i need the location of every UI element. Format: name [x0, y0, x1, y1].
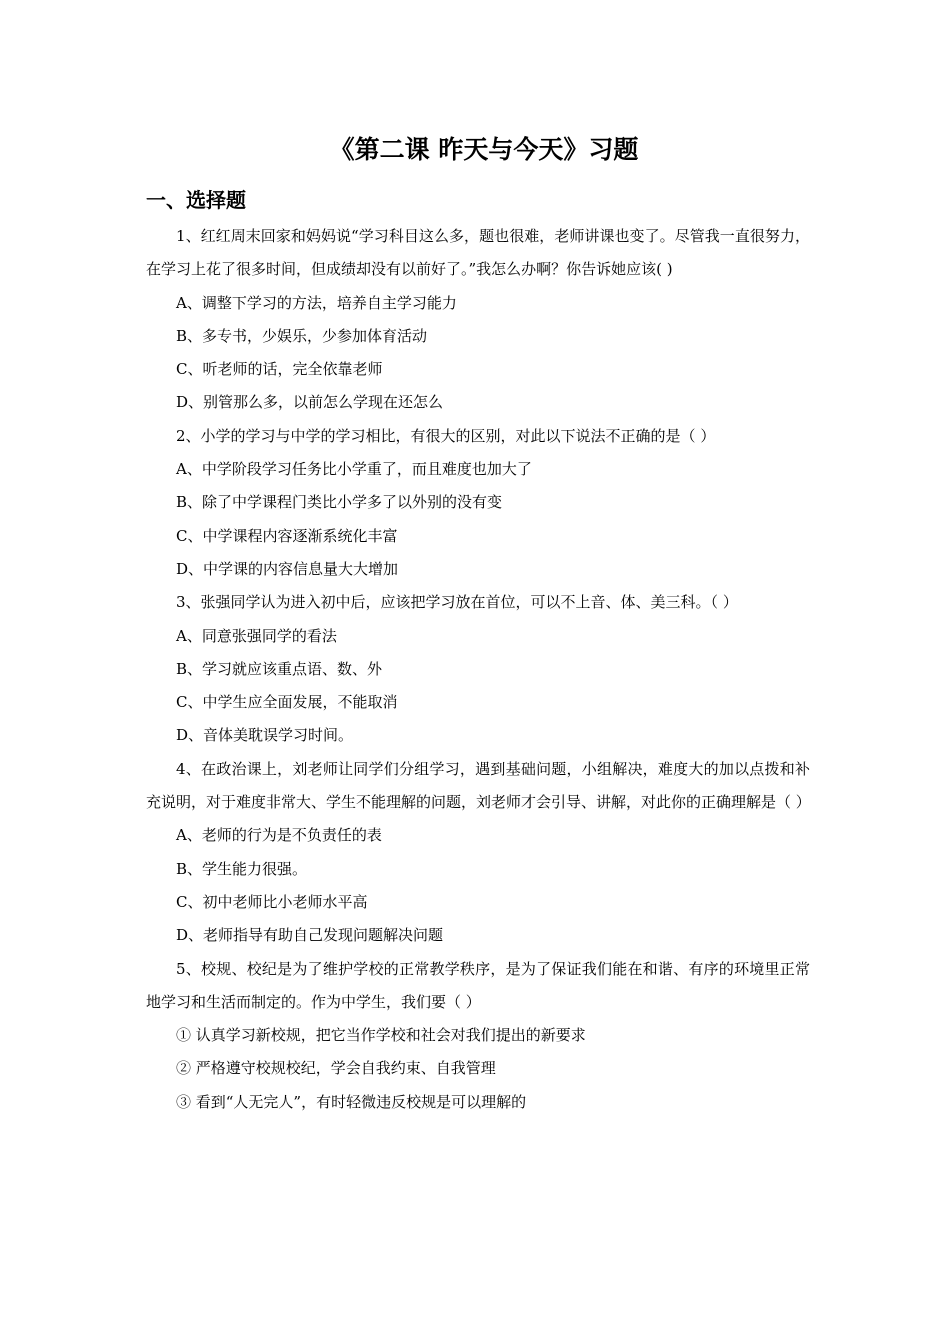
option-a: A、中学阶段学习任务比小学重了，而且难度也加大了 — [176, 460, 532, 479]
option-c: C、初中老师比小老师水平高 — [176, 892, 368, 911]
question-5 — [146, 953, 810, 1119]
question-stem: 1、红红周末回家和妈妈说“学习科目这么多，题也很难，老师讲课也变了。尽管我一直很努力，在学习上花了很多时间，但成绩却没有以前好了。”我怎么办啊？你告诉她应该( ) — [146, 227, 810, 279]
option-c: C、中学课程内容逐渐系统化丰富 — [176, 526, 398, 545]
question-stem: 5、校规、校纪是为了维护学校的正常教学秩序，是为了保证我们能在和谐、有序的环境里正常地学习和生活而制定的。作为中学生，我们要（ ） — [146, 959, 810, 1011]
option-a: A、同意张强同学的看法 — [176, 626, 337, 645]
question-4 — [146, 753, 810, 953]
option-3: ③ 看到“人无完人”，有时轻微违反校规是可以理解的 — [176, 1092, 527, 1111]
option-c: C、听老师的话，完全依靠老师 — [176, 360, 383, 379]
option-d: D、音体美耽误学习时间。 — [176, 726, 354, 745]
question-2 — [146, 420, 810, 586]
option-d: D、中学课的内容信息量大大增加 — [176, 559, 399, 578]
document-page — [146, 130, 810, 1119]
option-b: B、多专书，少娱乐，少参加体育活动 — [176, 326, 428, 345]
document-title: 《第二课 昨天与今天》习题 — [329, 135, 639, 164]
option-c: C、中学生应全面发展，不能取消 — [176, 693, 398, 712]
option-b: B、学生能力很强。 — [176, 859, 308, 878]
option-2: ② 严格遵守校规校纪，学会自我约束、自我管理 — [176, 1059, 496, 1078]
option-b: B、除了中学课程门类比小学多了以外别的没有变 — [176, 493, 503, 512]
option-1: ① 认真学习新校规，把它当作学校和社会对我们提出的新要求 — [176, 1026, 586, 1045]
option-a: A、老师的行为是不负责任的表 — [176, 826, 382, 845]
section-heading: 一、选择题 — [146, 188, 246, 212]
question-stem: 2、小学的学习与中学的学习相比，有很大的区别，对此以下说法不正确的是（ ） — [176, 426, 716, 445]
question-1 — [146, 220, 810, 420]
question-stem: 4、在政治课上，刘老师让同学们分组学习，遇到基础问题，小组解决，难度大的加以点拨和补充说明，对于难度非常大、学生不能理解的问题，刘老师才会引导、讲解，对此你的正确理解是（ ） — [146, 759, 811, 812]
question-3 — [146, 586, 810, 752]
option-b: B、学习就应该重点语、数、外 — [176, 659, 383, 678]
option-d: D、老师指导有助自己发现问题解决问题 — [176, 926, 444, 945]
question-stem: 3、张强同学认为进入初中后，应该把学习放在首位，可以不上音、体、美三科。（ ） — [176, 593, 738, 612]
option-d: D、别管那么多，以前怎么学现在还怎么 — [176, 393, 444, 412]
option-a: A、调整下学习的方法，培养自主学习能力 — [176, 293, 457, 312]
